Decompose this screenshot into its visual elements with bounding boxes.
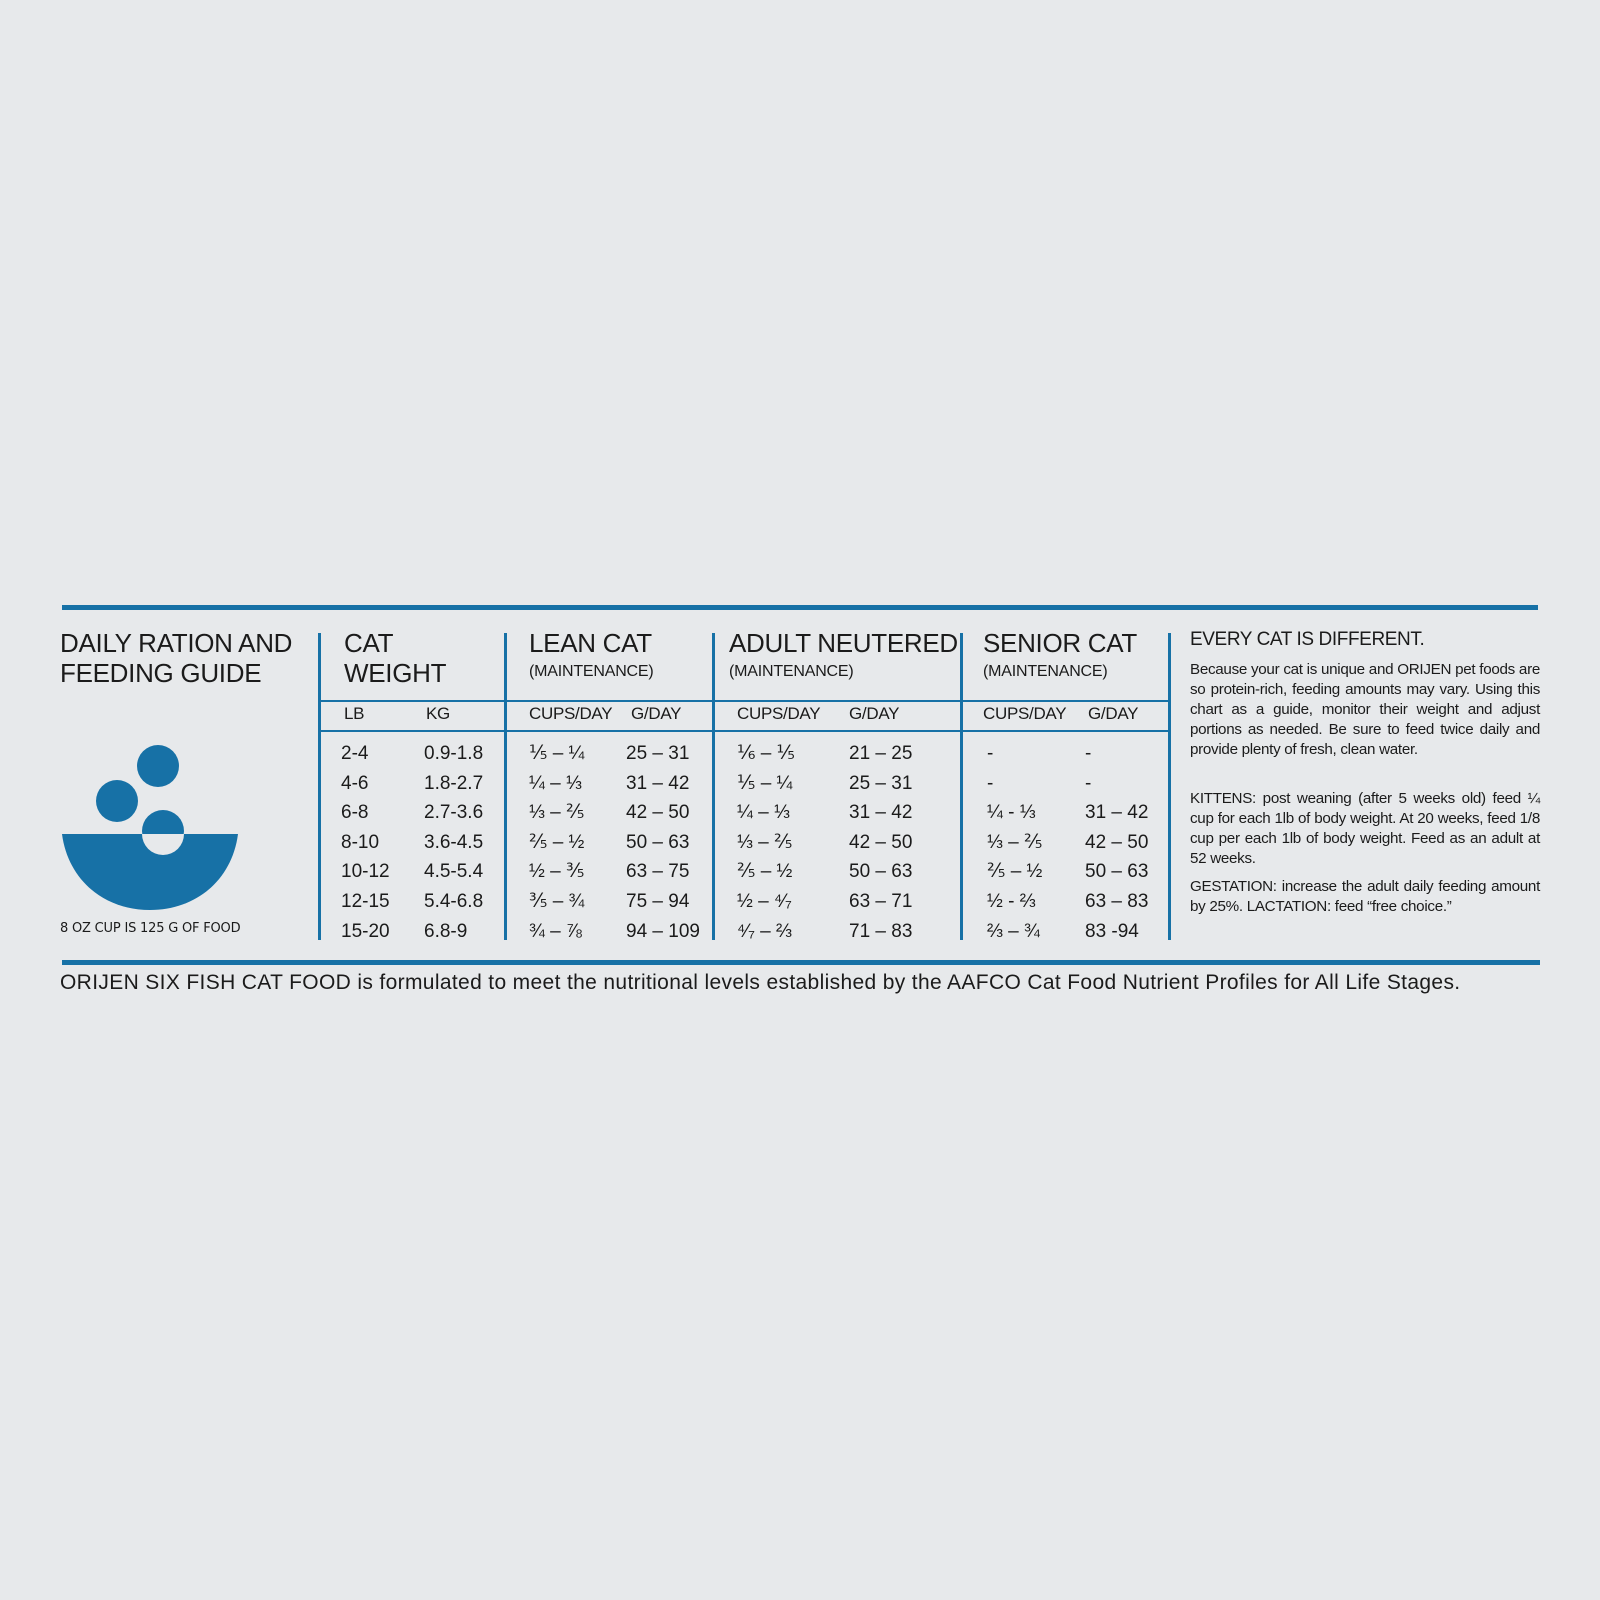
divider-adult-neutered (712, 633, 715, 940)
table-cell-senior-cups: - (987, 772, 994, 794)
subheader-senior-cat: (MAINTENANCE) (983, 663, 1108, 680)
table-cell-adult-g: 25 – 31 (849, 772, 913, 794)
table-cell-kg: 1.8-2.7 (424, 772, 484, 794)
notes-paragraph-gestation: GESTATION: increase the adult daily feeding amount by 25%. LACTATION: feed “free choice.” (1190, 878, 1540, 915)
table-cell-adult-g: 42 – 50 (849, 831, 913, 853)
table-cell-lean-g: 31 – 42 (626, 772, 690, 794)
table-cell-lean-cups: ¼ – ⅓ (529, 772, 582, 794)
table-cell-senior-cups: ½ - ⅔ (987, 891, 1036, 912)
unit-senior-g: G/DAY (1088, 704, 1139, 723)
header-cat-weight-line1: CAT (344, 628, 394, 658)
guide-title (60, 628, 292, 688)
table-cell-lean-g: 42 – 50 (626, 802, 690, 824)
notes-title: EVERY CAT IS DIFFERENT. (1190, 629, 1425, 650)
table-cell-senior-g: 50 – 63 (1085, 861, 1149, 883)
header-rule-lower (320, 730, 1170, 732)
header-cat-weight-line2: WEIGHT (344, 658, 447, 688)
table-cell-lb: 2-4 (341, 743, 369, 764)
divider-cat-weight (318, 633, 321, 940)
table-cell-senior-g: 31 – 42 (1085, 802, 1149, 824)
notes-paragraph-kittens: KITTENS: post weaning (after 5 weeks old) feed ¼ cup for each 1lb of body weight. At 20 weeks, feed 1/8 cup per each 1lb of body weight. Feed as an adult at 52 weeks. (1190, 790, 1540, 867)
header-lean-cat: LEAN CAT (529, 628, 652, 658)
bottom-rule (62, 960, 1540, 965)
cup-note: 8 OZ CUP IS 125 G OF FOOD (60, 921, 241, 936)
table-cell-adult-cups: ⅙ – ⅕ (737, 743, 795, 764)
table-cell-lean-cups: ⅗ – ¾ (529, 891, 585, 912)
table-cell-kg: 2.7-3.6 (424, 802, 484, 824)
table-cell-senior-cups: ¼ - ⅓ (987, 802, 1036, 824)
table-cell-lean-cups: ⅕ – ¼ (529, 743, 585, 764)
table-cell-senior-g: 63 – 83 (1085, 891, 1149, 912)
table-cell-lean-g: 75 – 94 (626, 891, 690, 912)
unit-lb: LB (344, 704, 365, 723)
subheader-lean-cat: (MAINTENANCE) (529, 663, 654, 680)
table-cell-adult-g: 21 – 25 (849, 743, 913, 764)
table-cell-lean-cups: ½ – ⅗ (529, 861, 585, 883)
table-cell-senior-cups: ⅓ – ⅖ (987, 831, 1043, 853)
guide-title-line1: DAILY RATION AND (60, 628, 293, 658)
notes-paragraph-general: Because your cat is unique and ORIJEN pet foods are so protein-rich, feeding amounts may vary. Using this chart as a guide, monitor their weight and adjust portions as needed. Be sure to feed twice daily and provide plenty of fresh, clean water. (1190, 661, 1540, 758)
header-senior-cat: SENIOR CAT (983, 628, 1137, 658)
table-cell-kg: 0.9-1.8 (424, 743, 484, 764)
table-cell-lean-cups: ⅓ – ⅖ (529, 802, 585, 824)
table-cell-senior-cups: - (987, 743, 994, 764)
table-cell-kg: 5.4-6.8 (424, 891, 484, 912)
table-cell-lb: 12-15 (341, 891, 390, 912)
unit-senior-cups: CUPS/DAY (983, 704, 1067, 723)
table-cell-senior-g: - (1085, 772, 1092, 794)
subheader-adult-neutered: (MAINTENANCE) (729, 663, 854, 680)
table-cell-senior-g: 83 -94 (1085, 920, 1139, 942)
divider-senior-cat (960, 633, 963, 940)
guide-title-line2: FEEDING GUIDE (60, 658, 262, 688)
unit-adult-cups: CUPS/DAY (737, 704, 821, 723)
divider-lean-cat (504, 633, 507, 940)
table-cell-lb: 8-10 (341, 831, 380, 853)
table-cell-adult-cups: ⅓ – ⅖ (737, 831, 793, 853)
header-rule-upper (320, 700, 1170, 702)
table-cell-adult-g: 31 – 42 (849, 802, 913, 824)
table-cell-lb: 15-20 (341, 920, 390, 942)
table-cell-adult-cups: ⅖ – ½ (737, 861, 793, 883)
table-cell-adult-g: 63 – 71 (849, 891, 913, 912)
table-cell-lean-g: 63 – 75 (626, 861, 690, 883)
table-cell-senior-g: - (1085, 743, 1092, 764)
table-cell-senior-cups: ⅔ – ¾ (987, 920, 1040, 942)
table-cell-adult-cups: ⁴⁄₇ – ⅔ (737, 920, 792, 942)
table-cell-lean-g: 25 – 31 (626, 743, 690, 764)
header-cat-weight (344, 628, 446, 688)
table-cell-lean-g: 94 – 109 (626, 920, 700, 942)
table-cell-adult-g: 50 – 63 (849, 861, 913, 883)
table-cell-kg: 4.5-5.4 (424, 861, 484, 883)
unit-lean-cups: CUPS/DAY (529, 704, 613, 723)
table-cell-lean-cups: ¾ – ⅞ (529, 920, 582, 942)
top-rule (62, 605, 1538, 610)
table-cell-adult-g: 71 – 83 (849, 920, 913, 942)
table-cell-adult-cups: ⅕ – ¼ (737, 772, 793, 794)
aafco-statement: ORIJEN SIX FISH CAT FOOD is formulated to meet the nutritional levels established by the AAFCO Cat Food Nutrient Profiles for All Life Stages. (60, 971, 1461, 994)
table-cell-adult-cups: ½ – ⁴⁄₇ (737, 891, 792, 912)
unit-lean-g: G/DAY (631, 704, 682, 723)
divider-notes (1168, 633, 1171, 940)
table-cell-kg: 3.6-4.5 (424, 831, 484, 853)
table-cell-senior-g: 42 – 50 (1085, 831, 1149, 853)
unit-adult-g: G/DAY (849, 704, 900, 723)
table-cell-lb: 4-6 (341, 772, 369, 794)
table-cell-adult-cups: ¼ – ⅓ (737, 802, 790, 824)
table-cell-lean-cups: ⅖ – ½ (529, 831, 585, 853)
table-cell-lb: 10-12 (341, 861, 390, 883)
table-cell-senior-cups: ⅖ – ½ (987, 861, 1043, 883)
table-cell-lean-g: 50 – 63 (626, 831, 690, 853)
header-adult-neutered: ADULT NEUTERED (729, 628, 958, 658)
table-cell-kg: 6.8-9 (424, 920, 468, 942)
unit-kg: KG (426, 704, 450, 723)
table-cell-lb: 6-8 (341, 802, 369, 824)
food-bowl-icon (60, 742, 240, 912)
